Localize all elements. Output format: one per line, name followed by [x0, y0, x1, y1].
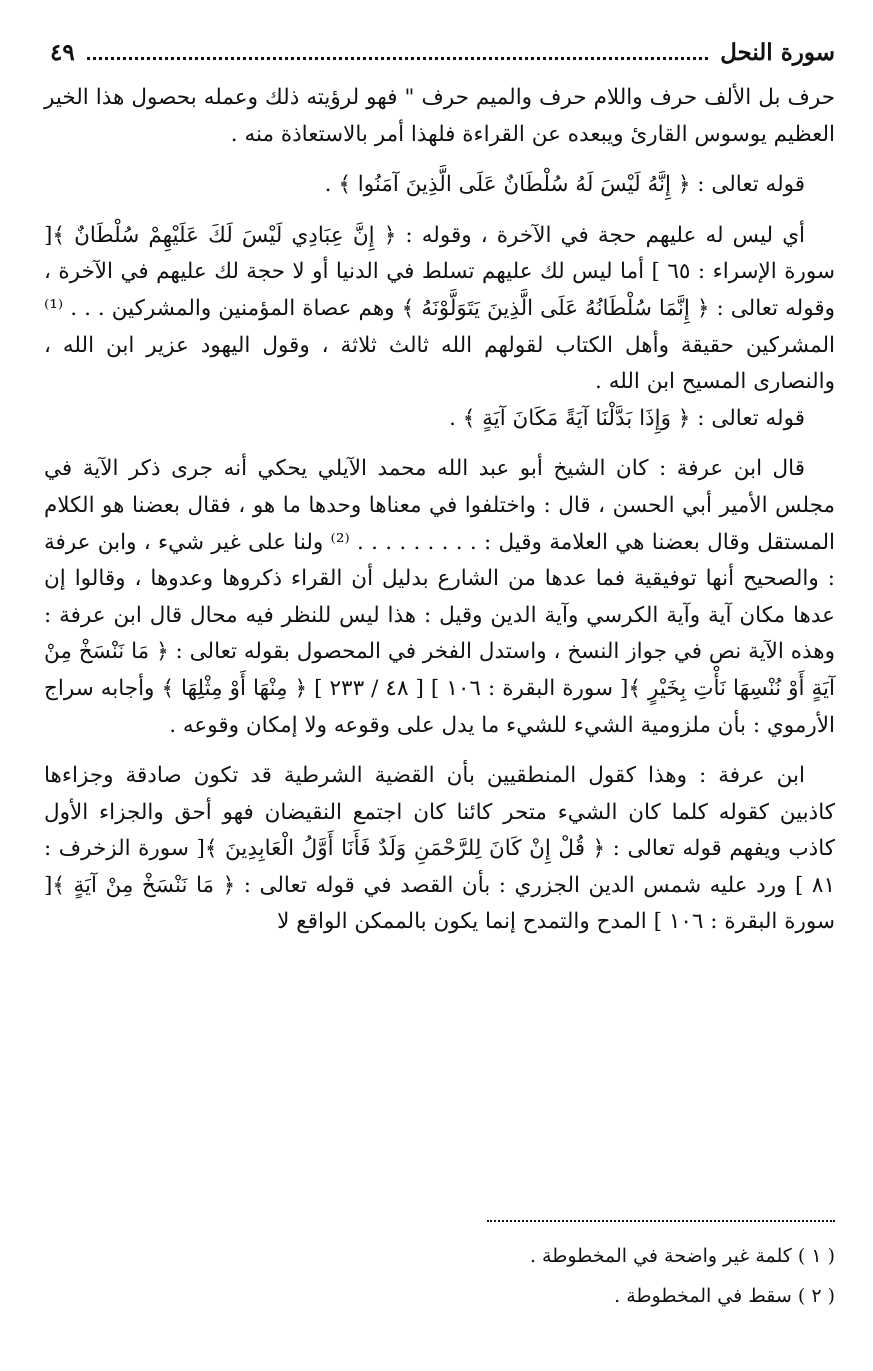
paragraph-5: قال ابن عرفة : كان الشيخ أبو عبد الله محمد الآيلي يحكي أنه جرى ذكر الآية في مجلس الأمير أبي الحسن ، قال : واختلفوا في معناها وحدها ما هو ، فقال بعضنا هو الكلام المستقل وقال بعضنا هي العلامة وقيل : . . . . . . . . . ⁽²⁾ ولنا على غير شيء ، وابن عرفة : والصحيح أنها توفيقية فما عدها من الشارع بدليل أن القراء ذكروها وعدوها ، وقالوا إن عدها مكان آية وآية الكرسي وآية الدين وقيل : هذا ليس للنظر فيه محال قال ابن عرفة : وهذه الآية نص في جواز النسخ ، واستدل الفخر في المحصول بقوله تعالى : ﴿ مَا نَنْسَخْ مِنْ آيَةٍ أَوْ نُنْسِهَا نَأْتِ بِخَيْرٍ ﴾[ سورة البقرة : ١٠٦ ] [ ٤٨ / ٢٣٣ ] ﴿ مِنْهَا أَوْ مِثْلِهَا ﴾ وأجابه سراج الأرموي : بأن ملزومية الشيء للشيء ما يدل على وقوعه ولا إمكان وقوعه .: [44, 456, 835, 738]
paragraph-2-verse: قوله تعالى : ﴿ إِنَّهُ لَيْسَ لَهُ سُلْطَانٌ عَلَى الَّذِينَ آمَنُوا ﴾ .: [324, 172, 805, 198]
footnote-2: ( ٢ ) سقط في المخطوطة .: [614, 1285, 835, 1307]
paragraph-3: أي ليس له عليهم حجة في الآخرة ، وقوله : ﴿ إِنَّ عِبَادِي لَيْسَ لَكَ عَلَيْهِمْ سُلْطَانٌ ﴾[ سورة الإسراء : ٦٥ ] أما ليس لك عليهم تسلط في الدنيا أو لا حجة لك عليهم في الآخرة ، وقوله تعالى : ﴿ إِنَّمَا سُلْطَانُهُ عَلَى الَّذِينَ يَتَوَلَّوْنَهُ ﴾ وهم عصاة المؤمنين والمشركين . . . ⁽¹⁾ المشركين حقيقة وأهل الكتاب لقولهم الله ثالث ثلاثة ، وقول اليهود عزير ابن الله ، والنصارى المسيح ابن الله .: [44, 222, 835, 395]
footnotes: [300, 1236, 835, 1316]
footnote-1: ( ١ ) كلمة غير واضحة في المخطوطة .: [529, 1245, 835, 1267]
page-header: [50, 30, 835, 74]
page-number: ٤٩: [50, 38, 75, 66]
paragraph-1: حرف بل الألف حرف واللام حرف والميم حرف " فهو لرؤيته ذلك وعمله بحصول هذا الخير العظيم يوسوس القارئ ويبعده عن القراءة فلهذا أمر بالاستعاذة منه .: [44, 85, 835, 147]
page-body: [44, 80, 835, 941]
paragraph-4-verse: قوله تعالى : ﴿ وَإِذَا بَدَّلْنَا آيَةً مَكَانَ آيَةٍ ﴾ .: [449, 405, 805, 431]
footnote-separator: [487, 1220, 835, 1222]
header-dotted-rule: [87, 57, 708, 60]
paragraph-6: ابن عرفة : وهذا كقول المنطقيين بأن القضية الشرطية قد تكون صادقة وجزاءها كاذبين كقوله كلما كان الشيء متحر كائنا كان اجتمع النقيضان فهو أحق والجزاء الأول كاذب ويفهم قوله تعالى : ﴿ قُلْ إِنْ كَانَ لِلرَّحْمَنِ وَلَدٌ فَأَنَا أَوَّلُ الْعَابِدِينَ ﴾[ سورة الزخرف : ٨١ ] ورد عليه شمس الدين الجزري : بأن القصد في قوله تعالى : ﴿ مَا نَنْسَخْ مِنْ آيَةٍ ﴾[ سورة البقرة : ١٠٦ ] المدح والتمدح إنما يكون بالممكن الواقع لا: [44, 763, 835, 935]
surah-title: سورة النحل: [720, 38, 835, 66]
